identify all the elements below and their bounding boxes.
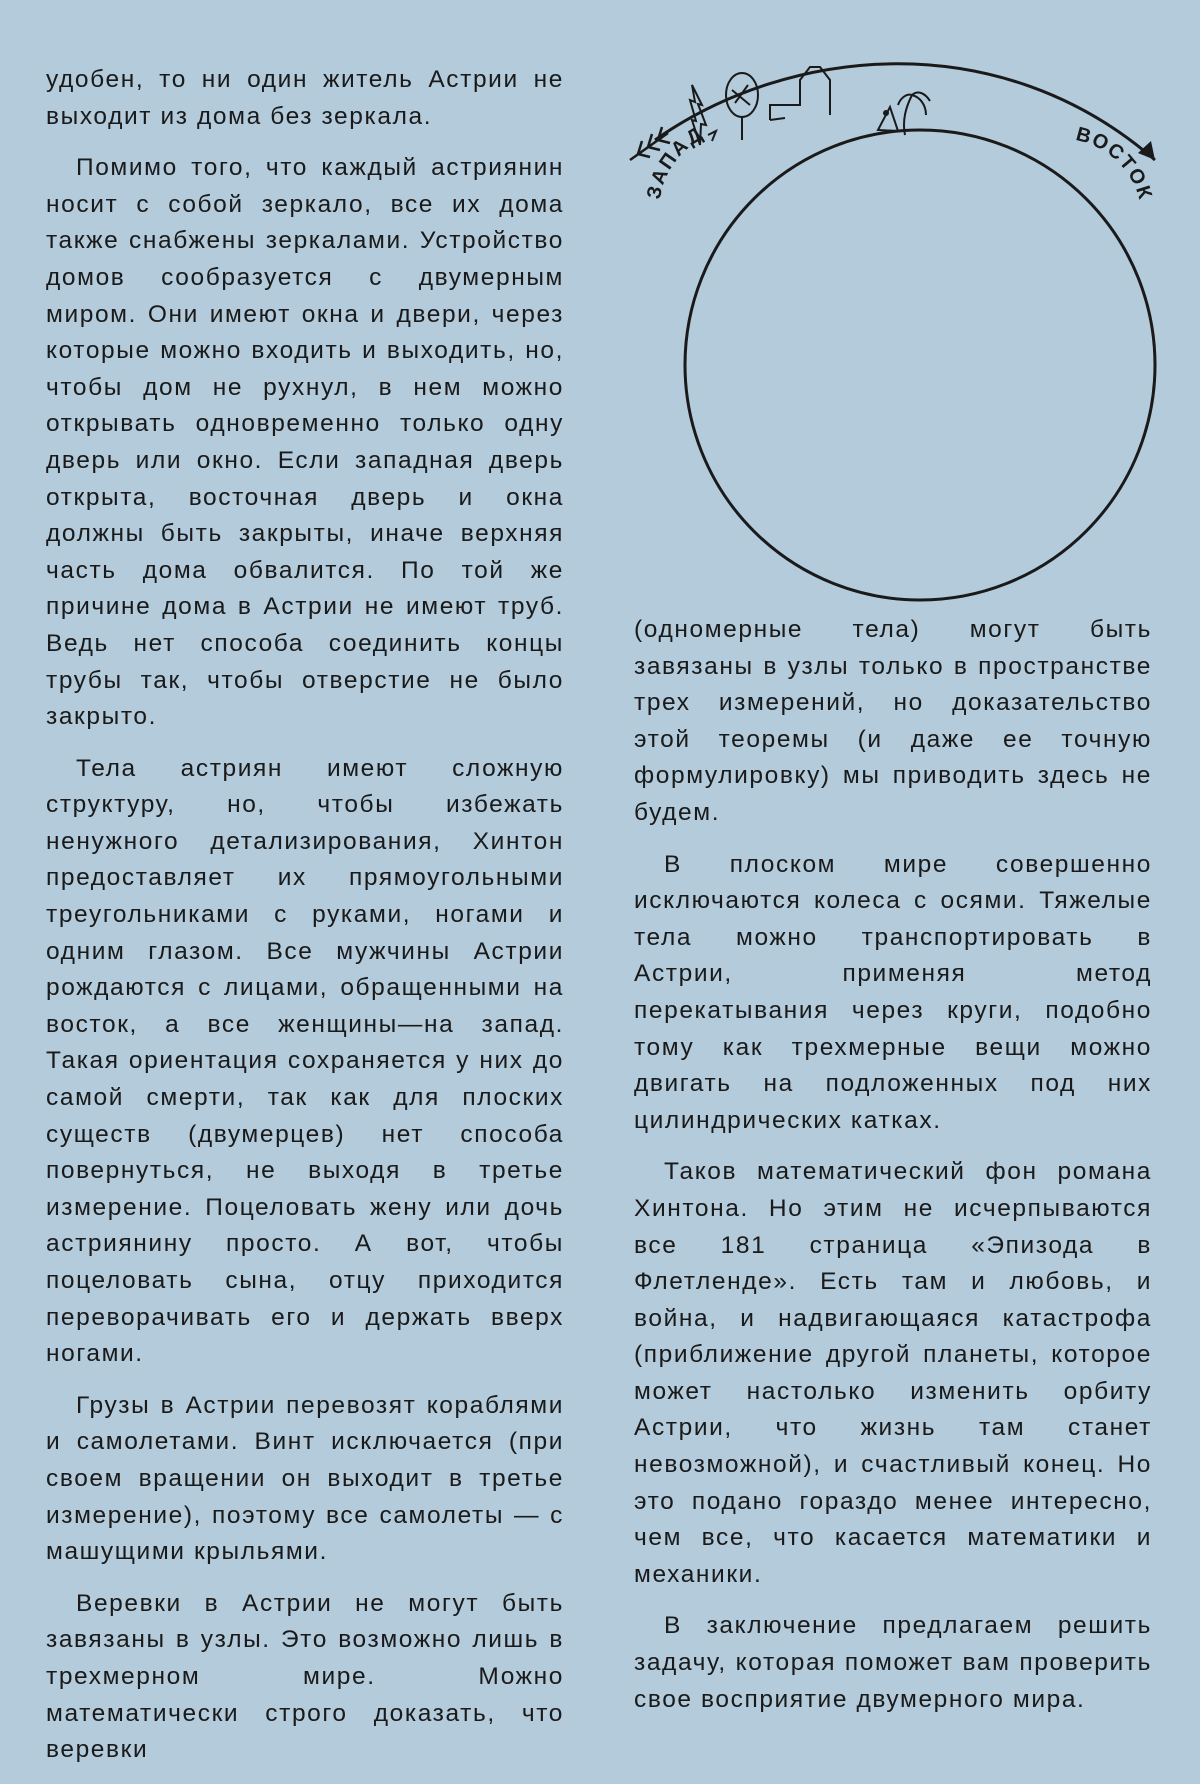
paragraph: В заключение предлагаем решить задачу, которая поможет вам проверить свое восприятие двумерного мира. <box>634 1612 1152 1713</box>
astrian-figure-icon <box>878 107 898 131</box>
paragraph: Грузы в Астрии перевозят кораблями и самолетами. Винт исключается (при своем вращении он выходит в третье измерение), поэтому все самолеты — с машущими крыльями. <box>46 1391 564 1566</box>
right-column <box>634 612 1152 1733</box>
paragraph: Таков математический фон романа Хинтона. Но этим не исчерпываются все 181 страница «Эпизода в Флетленде». Есть там и любовь, и война, и надвигающаяся катастрофа (приближение другой планеты, которое может настолько изменить орбиту Астрии, что жизнь там станет невозможной), и счастливый конец. Но это подано гораздо менее интересно, чем все, что касается математики и механики. <box>634 1158 1152 1588</box>
tree-icon <box>726 73 758 140</box>
paragraph: Тела астриян имеют сложную структуру, но, чтобы избежать ненужного детализирования, Хинтон предоставляет их прямоугольными треугольниками с руками, ногами и одним глазом. Все мужчины Астрии рождаются с лицами, обращенными на восток, а все женщины—на запад. Такая ориентация сохраняется у них до самой смерти, так как для плоских существ (двумерцев) нет способа повернуться, не выходя в третье измерение. Поцеловать жену или дочь астриянину просто. А вот, чтобы поцеловать сына, отцу приходится переворачивать его и держать вверх ногами. <box>46 754 564 1368</box>
astria-planet-diagram <box>620 35 1180 620</box>
paragraph: Веревки в Астрии не могут быть завязаны в узлы. Это возможно лишь в трехмерном мире. Можно математически строго доказать, что веревки <box>46 1589 564 1764</box>
west-label: ЗАПАД <box>643 122 708 202</box>
left-column <box>46 62 564 1784</box>
paragraph: (одномерные тела) могут быть завязаны в узлы только в пространстве трех измерений, но доказательство этой теоремы (и даже ее точную формулировку) мы приводить здесь не будем. <box>634 616 1152 826</box>
planet-circle <box>685 130 1155 600</box>
east-label: ВОСТОК <box>1073 123 1157 204</box>
paragraph: В плоском мире совершенно исключаются колеса с осями. Тяжелые тела можно транспортировать в Астрии, применяя метод перекатывания через круги, подобно тому как трехмерные вещи можно двигать на подложенных под них цилиндрических катках. <box>634 850 1152 1134</box>
paragraph: Помимо того, что каждый астриянин носит с собой зеркало, все их дома также снабжены зеркалами. Устройство домов сообразуется с двумерным миром. Они имеют окна и двери, через которые можно входить и выходить, но, чтобы дом не рухнул, в нем можно открывать одновременно только одну дверь или окно. Если западная дверь открыта, восточная дверь и окна должны быть закрыты, иначе верхняя часть дома обвалится. По той же причине дома в Астрии не имеют труб. Ведь нет способа соединить концы трубы так, чтобы отверстие не было закрыто. <box>46 154 564 731</box>
arrow-icon <box>1138 141 1155 160</box>
paragraph: удобен, то ни один житель Астрии не выходит из дома без зеркала. <box>46 66 564 130</box>
